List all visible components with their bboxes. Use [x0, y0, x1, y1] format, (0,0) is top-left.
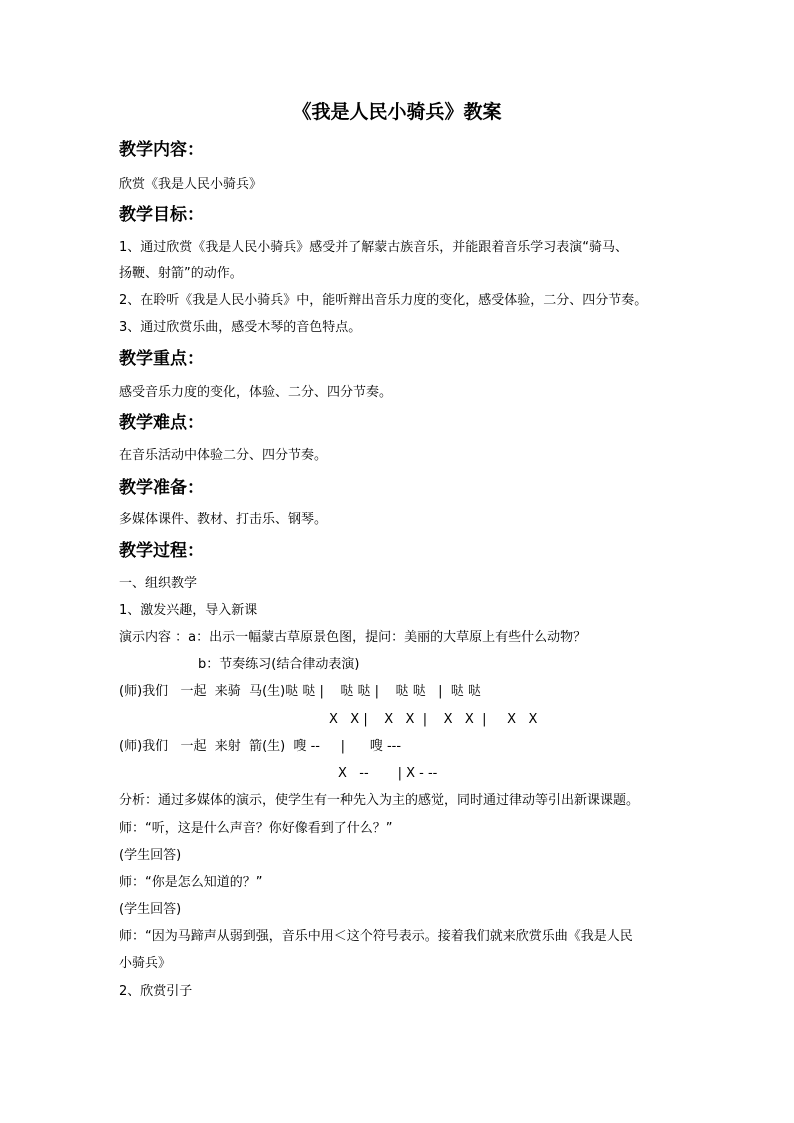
goal-line: 3、通过欣赏乐曲，感受木琴的音色特点。 — [119, 320, 362, 335]
heading-difficulties: 教学难点： — [119, 413, 204, 433]
goal-line: 1、通过欣赏《我是人民小骑兵》感受并了解蒙古族音乐，并能跟着音乐学习表演“骑马、 — [119, 240, 629, 255]
rhythm-notation-riding: X X | X X | X X | X X — [329, 712, 538, 727]
heading-teaching-content: 教学内容： — [119, 140, 204, 160]
heading-process: 教学过程： — [119, 541, 204, 561]
process-line: 师：“你是怎么知道的？” — [119, 875, 263, 890]
content-line: 欣赏《我是人民小骑兵》 — [119, 177, 263, 192]
difficulty-line: 在音乐活动中体验二分、四分节奏。 — [119, 448, 328, 463]
process-line: 分析：通过多媒体的演示，使学生有一种先入为主的感觉，同时通过律动等引出新课课题。 — [119, 793, 640, 808]
process-line: 2、欣赏引子 — [119, 984, 193, 999]
process-line: 师：“因为马蹄声从弱到强，音乐中用＜这个符号表示。接着我们就来欣赏乐曲《我是人民 — [119, 929, 633, 944]
heading-preparation: 教学准备： — [119, 478, 204, 498]
rhythm-line-riding: (师)我们 一起 来骑 马(生)哒 哒 | 哒 哒 | 哒 哒 | 哒 哒 — [119, 684, 481, 699]
process-line: 演示内容 ：a：出示一幅蒙古草原景色图，提问：美丽的大草原上有些什么动物？ — [119, 630, 587, 645]
process-line: (学生回答) — [119, 848, 182, 863]
rhythm-line-shooting: (师)我们 一起 来射 箭(生) 嗖 -- | 嗖 --- — [119, 739, 402, 754]
heading-key-points: 教学重点： — [119, 349, 204, 369]
process-line: b：节奏练习(结合律动表演) — [198, 657, 360, 672]
rhythm-notation-shooting: X -- | X - -- — [338, 766, 438, 781]
process-line: 小骑兵》 — [119, 956, 172, 971]
goal-line: 扬鞭、射箭”的动作。 — [119, 266, 243, 281]
process-line: (学生回答) — [119, 902, 182, 917]
goal-line: 2、在聆听《我是人民小骑兵》中，能听辩出音乐力度的变化，感受体验，二分、四分节奏。 — [119, 293, 648, 308]
key-point-line: 感受音乐力度的变化，体验、二分、四分节奏。 — [119, 385, 393, 400]
process-line: 1、激发兴趣，导入新课 — [119, 603, 258, 618]
heading-teaching-goals: 教学目标： — [119, 205, 204, 225]
document-title: 《我是人民小骑兵》教案 — [292, 101, 502, 123]
process-line: 一、组织教学 — [119, 576, 198, 591]
preparation-line: 多媒体课件、教材、打击乐、钢琴。 — [119, 512, 328, 527]
process-line: 师：“听，这是什么声音？你好像看到了什么？” — [119, 821, 393, 836]
